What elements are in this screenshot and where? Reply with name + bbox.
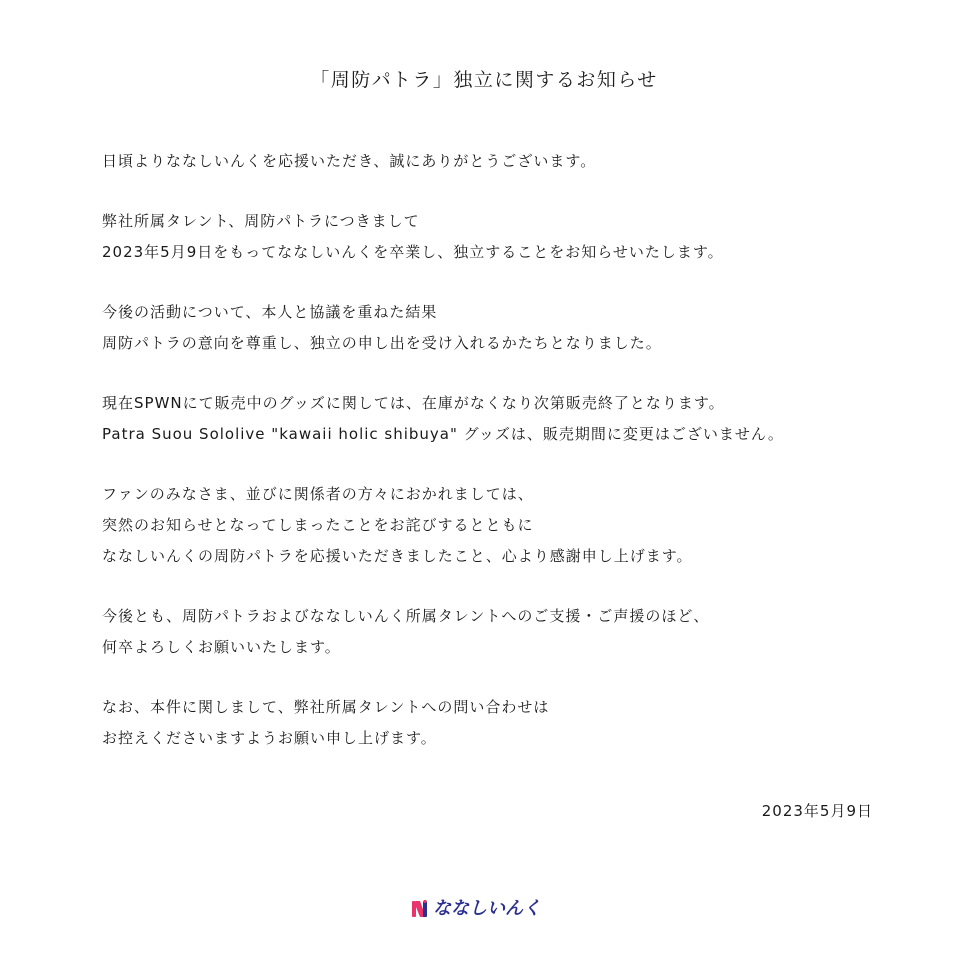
paragraph-graduation [102,206,902,268]
text-line: 2023年5月9日をもってななしいんくを卒業し、独立することをお知らせいたします。 [102,243,724,261]
paragraph-goods [102,388,902,450]
text-line: ななしいんくの周防パトラを応援いただきましたこと、心より感謝申し上げます。 [102,547,693,565]
nanashi-inc-n-logo-icon [411,899,429,919]
text-line: お控えくださいますようお願い申し上げます。 [102,729,437,747]
text-line: 周防パトラの意向を尊重し、独立の申し出を受け入れるかたちとなりました。 [102,334,662,352]
text-line: ファンのみなさま、並びに関係者の方々におかれましては、 [102,485,534,503]
paragraph-support [102,601,902,663]
text-line: 現在SPWNにて販売中のグッズに関しては、在庫がなくなり次第販売終了となります。 [102,394,725,412]
text-line: Patra Suou Sololive "kawaii holic shibuya" グッズは、販売期間に変更はございません。 [102,425,784,443]
text-line: 今後の活動について、本人と協議を重ねた結果 [102,303,438,321]
logo-text: ななしいんく [433,898,541,919]
paragraph-activities [102,297,902,359]
paragraph-inquiries [102,692,902,754]
announcement-date: 2023年5月9日 [761,802,873,820]
company-logo [411,896,541,922]
text-line: 弊社所属タレント、周防パトラにつきまして [102,212,420,230]
text-line: 日頃よりななしいんくを応援いただき、誠にありがとうございます。 [102,152,597,170]
text-line: 何卒よろしくお願いいたします。 [102,638,341,656]
text-line: 突然のお知らせとなってしまったことをお詫びするとともに [102,516,534,534]
text-line: 今後とも、周防パトラおよびななしいんく所属タレントへのご支援・ご声援のほど、 [102,607,710,625]
paragraph-greeting [102,146,902,177]
page-title: 「周防パトラ」独立に関するお知らせ [310,69,658,91]
announcement-body [102,146,902,783]
text-line: なお、本件に関しまして、弊社所属タレントへの問い合わせは [102,698,550,716]
paragraph-apology [102,479,902,572]
